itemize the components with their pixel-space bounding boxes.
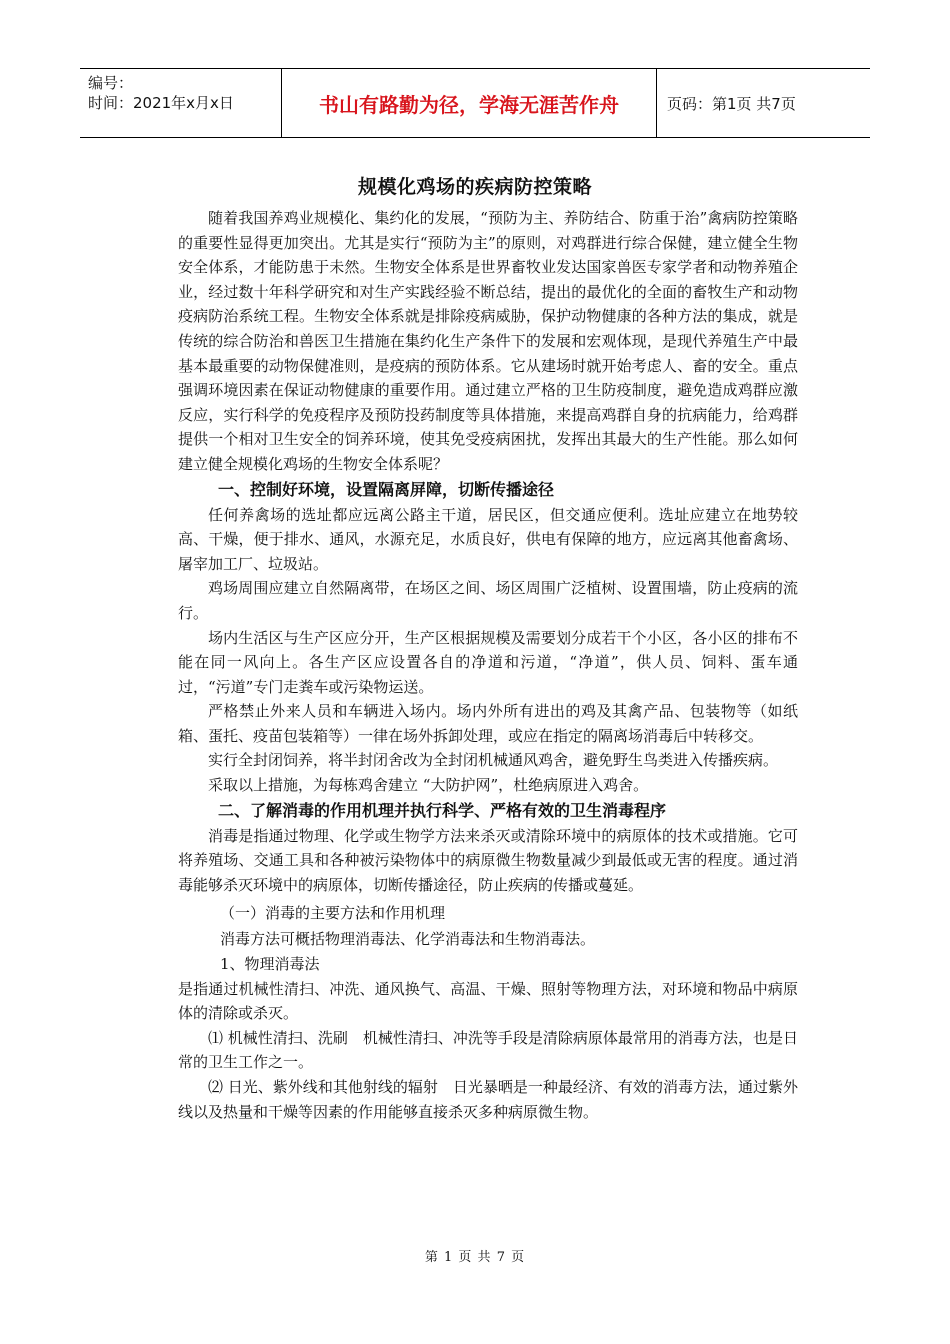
s1-paragraph-3: 场内生活区与生产区应分开，生产区根据规模及需要划分成若干个小区，各小区的排布不能在同一风向上。各生产区应设置各自的净道和污道，“净道”，供人员、饲料、蛋车通过，“污道”专门走粪车或污染物运送。 — [178, 628, 798, 696]
serial-number-label: 编号： — [88, 74, 134, 92]
s1-paragraph-6: 采取以上措施，为每栋鸡舍建立 “大防护网”，杜绝病原进入鸡舍。 — [208, 776, 649, 795]
intro-paragraph: 随着我国养鸡业规模化、集约化的发展，“预防为主、养防结合、防重于治”禽病防控策略的重要性显得更加突出。尤其是实行“预防为主”的原则，对鸡群进行综合保健，建立健全生物安全体系，才能防患于未然。生物安全体系是世界畜牧业发达国家兽医专家学者和动物养殖企业，经过数十年科学研究和对生产实践经验不断总结，提出的最优化的全面的畜牧生产和动物疫病防治系统工程。生物安全体系就是排除疫病威胁，保护动物健康的各种方法的集成，就是传统的综合防治和兽医卫生措施在集约化生产条件下的发展和宏观体现，是现代养殖生产中最基本最重要的动物保健准则，是疫病的预防体系。它从建场时就开始考虑人、畜的安全。重点强调环境因素在保证动物健康的重要作用。通过建立严格的卫生防疫制度，避免造成鸡群应激反应，实行科学的免疫程序及预防投药制度等具体措施，来提高鸡群自身的抗病能力，给鸡群提供一个相对卫生安全的饲养环境，使其免受疫病困扰，发挥出其最大的生产性能。那么如何建立健全规模化鸡场的生物安全体系呢？ — [178, 209, 798, 473]
document-title: 规模化鸡场的疾病防控策略 — [357, 176, 592, 198]
header-meta-cell — [80, 69, 282, 137]
subsection1-heading: （一）消毒的主要方法和作用机理 — [220, 904, 446, 923]
item1-point-a: ⑴ 机械性清扫、洗刷 机械性清扫、冲洗等手段是清除病原体最常用的消毒方法，也是日常的卫生工作之一。 — [178, 1028, 798, 1072]
s1-paragraph-1: 任何养禽场的选址都应远离公路主干道，居民区，但交通应便利。选址应建立在地势较高、干燥，便于排水、通风，水源充足，水质良好，供电有保障的地方，应远离其他畜禽场、屠宰加工厂、垃圾站。 — [178, 505, 798, 573]
item1-paragraph-1: 是指通过机械性清扫、冲洗、通风换气、高温、干燥、照射等物理方法，对环境和物品中病原体的清除或杀灭。 — [178, 979, 798, 1023]
section1-heading: 一、控制好环境，设置隔离屏障，切断传播途径 — [218, 479, 555, 499]
s1-paragraph-5: 实行全封闭饲养，将半封闭舍改为全封闭机械通风鸡舍，避免野生鸟类进入传播疾病。 — [208, 751, 779, 770]
time-label: 时间：2021年x月x日 — [88, 94, 234, 112]
header-motto: 书山有路勤为径，学海无涯苦作舟 — [282, 69, 657, 137]
s2-paragraph-1: 消毒是指通过物理、化学或生物学方法来杀灭或清除环境中的病原体的技术或措施。它可将养殖场、交通工具和各种被污染物体中的病原微生物数量减少到最低或无害的程度。通过消毒能够杀灭环境中的病原体，切断传播途径，防止疾病的传播或蔓延。 — [178, 826, 798, 894]
s1-paragraph-4: 严格禁止外来人员和车辆进入场内。场内外所有进出的鸡及其禽产品、包装物等（如纸箱、蛋托、疫苗包装箱等）一律在场外拆卸处理，或应在指定的隔离场消毒后中转移交。 — [178, 702, 798, 745]
item1-heading: 1、物理消毒法 — [220, 955, 320, 974]
header-table — [80, 68, 870, 138]
sub1-paragraph-1: 消毒方法可概括物理消毒法、化学消毒法和生物消毒法。 — [220, 930, 596, 949]
document-body — [178, 206, 798, 1124]
page-footer: 第 1 页 共 7 页 — [424, 1250, 526, 1265]
item1-point-b: ⑵ 日光、紫外线和其他射线的辐射 日光暴晒是一种最经济、有效的消毒方法，通过紫外线以及热量和干燥等因素的作用能够直接杀灭多种病原微生物。 — [178, 1078, 798, 1121]
header-page-info: 页码：第1页 共7页 — [667, 94, 796, 113]
s1-paragraph-2: 鸡场周围应建立自然隔离带，在场区之间、场区周围广泛植树、设置围墙，防止疫病的流行。 — [178, 579, 798, 622]
section2-heading: 二、了解消毒的作用机理并执行科学、严格有效的卫生消毒程序 — [218, 800, 667, 820]
